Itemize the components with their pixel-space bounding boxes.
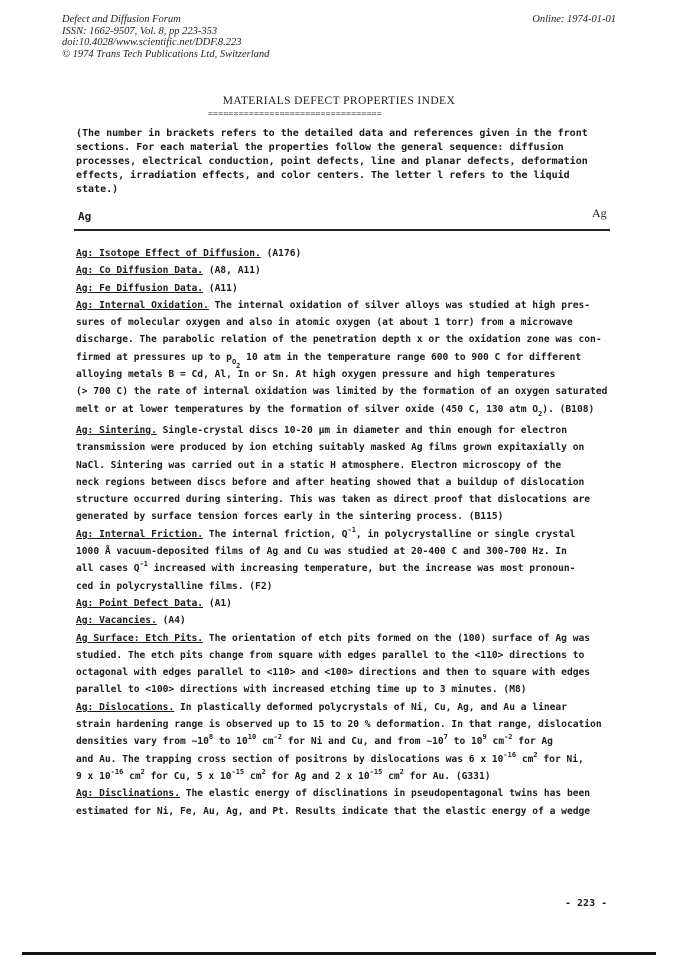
- section-divider: [74, 229, 610, 231]
- entry-text: 1000 Å vacuum-deposited films of Ag and Cu was studied at 20-400 C and 300-700 Hz. In: [76, 546, 567, 558]
- section-label-left: Ag: [78, 210, 92, 223]
- text-line: [76, 526, 616, 543]
- entry-text: In plastically deformed polycrystals of Ni, Cu, Ag, and Au a linear: [174, 701, 567, 713]
- text-line: [76, 803, 616, 820]
- text-line: [76, 422, 616, 439]
- entry-text: ced in polycrystalline films. (F2): [76, 580, 273, 592]
- text-line: [76, 383, 616, 400]
- text-line: [76, 349, 616, 370]
- entry-heading: Ag: Dislocations.: [76, 701, 175, 713]
- doi-line: doi:10.4028/www.scientific.net/DDF.8.223: [62, 37, 242, 48]
- text-line: [76, 733, 616, 750]
- text-line: [76, 785, 616, 802]
- text-line: [76, 280, 616, 297]
- entries-body: [76, 245, 616, 820]
- entry-heading: Ag: Sintering.: [76, 424, 157, 436]
- entry-text: densities vary from $\sim 10^8$ to $10^{10}$ $cm^{-2}$ for Ni and Cu, and from $\sim 10^7$ to $10^9$ $cm^{-2}$ for Ag: [76, 733, 553, 748]
- text-line: [76, 245, 616, 262]
- entry-text: all cases $Q^{-1}$ increased with increasing temperature, but the increase was most pronoun-: [76, 560, 576, 575]
- entry-text: The orientation of etch pits formed on the (100) surface of Ag was: [203, 632, 591, 644]
- entry-text: (A4): [156, 615, 186, 627]
- text-line: [76, 314, 616, 331]
- text-line: [76, 751, 616, 768]
- entry-heading: Ag: Disclinations.: [76, 788, 180, 800]
- entry-text: The internal friction, $Q^{-1}$, in polycrystalline or single crystal: [203, 525, 576, 540]
- text-line: [76, 664, 616, 681]
- entry-text: Single-crystal discs 10-20 μm in diameter and thin enough for electron: [156, 424, 567, 436]
- entry-heading: Ag: Fe Diffusion Data.: [76, 282, 204, 294]
- entry-text: 9 x $10^{-16}$ $cm^2$ for Cu, 5 x $10^{-15}$ $cm^2$ for Ag and 2 x $10^{-15}$ $cm^2$ for Au. (G331): [76, 767, 491, 782]
- journal-name: Defect and Diffusion Forum: [62, 14, 181, 25]
- entry-text: and Au. The trapping cross section of positrons by dislocations was 6 x $10^{-16}$ $cm^2$ for Ni,: [76, 750, 584, 765]
- entry-text: neck regions between discs before and after heating showed that a buildup of dislocation: [76, 476, 585, 488]
- issn-line: ISSN: 1662-9507, Vol. 8, pp 223-353: [62, 25, 218, 37]
- text-line: [76, 768, 616, 785]
- text-line: [76, 578, 616, 595]
- text-line: [76, 560, 616, 577]
- entry-text: parallel to <100> directions with increased etching time up to 3 minutes. (M8): [76, 684, 527, 696]
- entry-text: sures of molecular oxygen and also in atomic oxygen (at about 1 torr) from a microwave: [76, 317, 573, 329]
- page-title: MATERIALS DEFECT PROPERTIES INDEX: [222, 95, 456, 107]
- entry-heading: Ag: Co Diffusion Data.: [76, 265, 204, 277]
- entry-text: studied. The etch pits change from square with edges parallel to the <110> directions to: [76, 649, 585, 661]
- entry-heading: Ag: Vacancies.: [76, 615, 157, 627]
- text-line: [76, 262, 616, 279]
- entry-text: (A11): [203, 282, 238, 294]
- text-line: [76, 630, 616, 647]
- entry-heading: Ag: Internal Friction.: [76, 528, 204, 540]
- entry-text: strain hardening range is observed up to 15 to 20 % deformation. In that range, dislocation: [76, 719, 602, 731]
- text-line: [76, 491, 616, 508]
- entry-heading: Ag Surface: Etch Pits.: [76, 632, 204, 644]
- entry-text: (A1): [203, 597, 232, 609]
- entry-text: octagonal with edges parallel to <110> and <100> directions and then to square with edges: [76, 667, 591, 679]
- text-line: [76, 543, 616, 560]
- page-number: - 223 -: [565, 898, 608, 909]
- entry-text: The internal oxidation of silver alloys was studied at high pres-: [208, 299, 591, 311]
- entry-heading: Ag: Isotope Effect of Diffusion.: [76, 248, 261, 259]
- entry-text: firmed at pressures up to $p_{O_2}$ 10 atm in the temperature range 600 to 900 C for different: [76, 351, 582, 370]
- title-underline: ==================================: [208, 109, 382, 118]
- text-line: [76, 297, 616, 314]
- entry-text: structure occurred during sintering. This was taken as direct proof that dislocations are: [76, 494, 591, 506]
- entry-heading: Ag: Internal Oxidation.: [76, 299, 209, 311]
- page-bottom-rule: [22, 952, 656, 955]
- intro-paragraph: (The number in brackets refers to the detailed data and references given in the front sections. For each material the properties follow the general sequence: diffusion processes, electrical conduction, point defects, line and planar defects, deformation effects, irradiation effects, and color centers. The letter l refers to the liquid state.): [76, 128, 588, 195]
- entry-text: (A8, A11): [203, 265, 261, 277]
- entry-text: NaCl. Sintering was carried out in a static H atmosphere. Electron microscopy of the: [76, 459, 562, 471]
- text-line: [76, 716, 616, 733]
- text-line: [76, 681, 616, 698]
- entry-text: melt or at lower temperatures by the formation of silver oxide (450 C, 130 atm $O_2$). (B108): [76, 403, 595, 418]
- journal-header: [62, 14, 622, 60]
- online-date: Online: 1974-01-01: [532, 14, 616, 25]
- entry-text: generated by surface tension forces early in the sintering process. (B115): [76, 511, 504, 523]
- text-line: [76, 366, 616, 383]
- entry-text: transmission were produced by ion etching suitably masked Ag films grown expitaxially on: [76, 442, 585, 454]
- text-line: [76, 457, 616, 474]
- entry-text: alloying metals B = Cd, Al, In or Sn. At high oxygen pressure and high temperatures: [76, 369, 556, 381]
- text-line: [76, 595, 616, 612]
- text-line: [76, 474, 616, 491]
- entry-text: (> 700 C) the rate of internal oxidation was limited by the formation of an oxygen saturated: [76, 386, 608, 398]
- text-line: [76, 612, 616, 629]
- entry-text: (A176): [260, 248, 302, 259]
- text-line: [76, 401, 616, 418]
- entry-text: estimated for Ni, Fe, Au, Ag, and Pt. Results indicate that the elastic energy of a wedge: [76, 805, 591, 817]
- entry-text: The elastic energy of disclinations in pseudopentagonal twins has been: [179, 788, 591, 800]
- text-line: [76, 508, 616, 525]
- text-line: [76, 647, 616, 664]
- section-label-right: Ag: [592, 206, 607, 220]
- text-line: [76, 699, 616, 716]
- entry-text: discharge. The parabolic relation of the penetration depth x or the oxidation zone was con-: [76, 334, 602, 346]
- text-line: [76, 331, 616, 348]
- text-line: [76, 439, 616, 456]
- copyright-line: © 1974 Trans Tech Publications Ltd, Switzerland: [62, 48, 270, 60]
- entry-heading: Ag: Point Defect Data.: [76, 597, 204, 609]
